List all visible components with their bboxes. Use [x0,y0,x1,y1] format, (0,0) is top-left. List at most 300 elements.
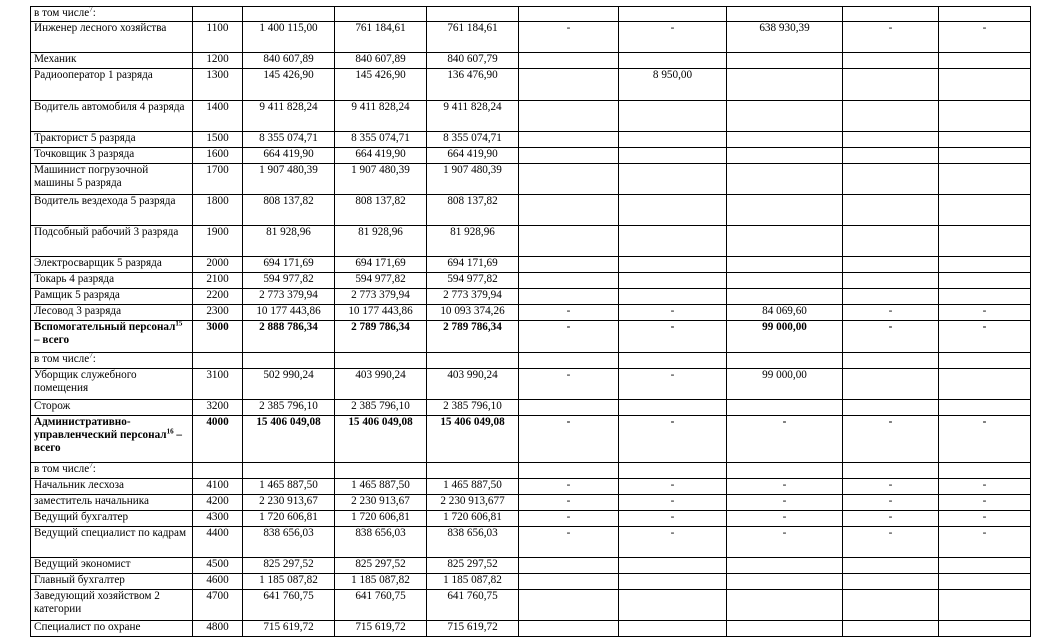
row-label [31,132,193,148]
value-cell [843,369,939,400]
value-cell [727,590,843,621]
row-label-suffix: – всего [34,429,182,454]
value-cell [519,195,619,226]
value-cell [619,463,727,479]
row-code: 1800 [193,195,243,226]
value-cell [519,273,619,289]
row-label [31,195,193,226]
value-cell: 715 619,72 [427,621,519,637]
value-cell [939,148,1031,164]
value-cell [939,69,1031,101]
value-cell [519,558,619,574]
value-cell [843,273,939,289]
row-code: 4700 [193,590,243,621]
value-cell: 15 406 049,08 [335,416,427,463]
value-cell [939,590,1031,621]
row-label-text: Водитель вездехода 5 разряда [34,195,176,207]
value-cell: - [519,479,619,495]
row-label [31,321,193,353]
value-cell: 641 760,75 [335,590,427,621]
value-cell: - [619,22,727,53]
value-cell: - [939,321,1031,353]
value-cell: 594 977,82 [243,273,335,289]
table-row [31,574,1031,590]
row-label-text: Специалист по охране [34,621,141,633]
row-label-text: Лесовод 3 разряда [34,305,122,317]
table-row [31,7,1031,22]
table-row [31,305,1031,321]
value-cell: 99 000,00 [727,369,843,400]
value-cell [939,558,1031,574]
value-cell [519,53,619,69]
row-code [193,353,243,369]
table-row [31,289,1031,305]
value-cell: 1 465 887,50 [427,479,519,495]
value-cell [519,400,619,416]
table-row [31,590,1031,621]
value-cell: 10 093 374,26 [427,305,519,321]
row-code: 1900 [193,226,243,257]
value-cell: 1 907 480,39 [335,164,427,195]
value-cell: - [939,511,1031,527]
value-cell: 2 773 379,94 [243,289,335,305]
value-cell [843,101,939,132]
row-code: 4200 [193,495,243,511]
table-row [31,621,1031,637]
value-cell [939,273,1031,289]
value-cell: - [939,527,1031,558]
row-label-text: Машинист погрузочной машины 5 разряда [34,164,149,189]
value-cell [843,69,939,101]
value-cell [619,101,727,132]
row-code: 1100 [193,22,243,53]
value-cell: 10 177 443,86 [335,305,427,321]
value-cell [843,621,939,637]
row-label-text: Инженер лесного хозяйства [34,22,167,34]
table-row [31,53,1031,69]
footnote-ref: 7 [89,462,93,470]
row-label [31,148,193,164]
value-cell: - [519,416,619,463]
row-code: 3000 [193,321,243,353]
value-cell [727,273,843,289]
row-label [31,69,193,101]
value-cell [519,590,619,621]
value-cell [619,273,727,289]
row-label-text: Административно-управленческий персонал [34,416,167,441]
row-label-text: Сторож [34,400,71,412]
row-label [31,164,193,195]
value-cell [727,195,843,226]
value-cell [519,148,619,164]
value-cell: 825 297,52 [243,558,335,574]
value-cell [519,69,619,101]
row-label [31,226,193,257]
value-cell [939,400,1031,416]
value-cell: - [843,527,939,558]
value-cell [843,257,939,273]
row-label-suffix: : [92,353,96,365]
value-cell [619,132,727,148]
value-cell: - [939,479,1031,495]
value-cell: 715 619,72 [243,621,335,637]
value-cell [619,574,727,590]
value-cell: - [619,321,727,353]
row-label [31,479,193,495]
value-cell [727,463,843,479]
value-cell [727,353,843,369]
row-label-text: Подсобный рабочий 3 разряда [34,226,179,238]
row-label [31,621,193,637]
row-label-text: Ведущий экономист [34,558,131,570]
value-cell: - [843,22,939,53]
value-cell: - [619,305,727,321]
value-cell [243,353,335,369]
table-row [31,511,1031,527]
value-cell [939,369,1031,400]
value-cell: - [939,22,1031,53]
value-cell: 761 184,61 [427,22,519,53]
footnote-ref: 7 [89,6,93,14]
row-label-text: Уборщик служебного помещения [34,369,137,394]
value-cell: 838 656,03 [335,527,427,558]
row-code: 4500 [193,558,243,574]
value-cell: 8 950,00 [619,69,727,101]
table-row [31,495,1031,511]
table-row [31,22,1031,53]
value-cell [519,132,619,148]
value-cell: 2 385 796,10 [335,400,427,416]
row-label-text: в том числе [34,353,90,365]
value-cell: - [843,416,939,463]
row-code: 1400 [193,101,243,132]
value-cell: 694 171,69 [427,257,519,273]
value-cell [519,353,619,369]
row-label [31,416,193,463]
value-cell [619,226,727,257]
value-cell [619,558,727,574]
value-cell: - [939,495,1031,511]
row-code: 1700 [193,164,243,195]
value-cell [843,590,939,621]
value-cell [939,463,1031,479]
value-cell [843,558,939,574]
value-cell: 145 426,90 [243,69,335,101]
value-cell [427,353,519,369]
value-cell: 825 297,52 [335,558,427,574]
value-cell: - [843,479,939,495]
value-cell: - [727,416,843,463]
value-cell: 641 760,75 [427,590,519,621]
row-label-text: Тракторист 5 разряда [34,132,136,144]
value-cell [619,289,727,305]
value-cell [939,621,1031,637]
value-cell [243,7,335,22]
value-cell [427,7,519,22]
value-cell [619,590,727,621]
value-cell [619,164,727,195]
value-cell: - [519,22,619,53]
value-cell: 2 789 786,34 [335,321,427,353]
value-cell [727,574,843,590]
row-label [31,7,193,22]
value-cell [519,574,619,590]
value-cell [619,257,727,273]
value-cell: 715 619,72 [335,621,427,637]
row-label [31,495,193,511]
value-cell: - [843,495,939,511]
value-cell: 15 406 049,08 [243,416,335,463]
value-cell [843,53,939,69]
value-cell: 1 720 606,81 [243,511,335,527]
value-cell: 2 385 796,10 [427,400,519,416]
value-cell: - [727,511,843,527]
row-label [31,53,193,69]
table-row [31,558,1031,574]
value-cell: 10 177 443,86 [243,305,335,321]
value-cell [727,226,843,257]
table-row [31,400,1031,416]
value-cell [727,164,843,195]
row-code: 1600 [193,148,243,164]
value-cell: 1 185 087,82 [335,574,427,590]
row-label-text: Ведущий бухгалтер [34,511,129,523]
table-row [31,321,1031,353]
value-cell: 9 411 828,24 [243,101,335,132]
value-cell: 1 185 087,82 [243,574,335,590]
value-cell [843,353,939,369]
value-cell [727,148,843,164]
table-row [31,463,1031,479]
table-row [31,527,1031,558]
value-cell: - [619,495,727,511]
value-cell: 2 773 379,94 [335,289,427,305]
row-label [31,590,193,621]
row-label-text: Механик [34,53,77,65]
value-cell: - [727,495,843,511]
value-cell [843,226,939,257]
value-cell: - [619,369,727,400]
value-cell: 641 760,75 [243,590,335,621]
value-cell: 694 171,69 [335,257,427,273]
row-label [31,305,193,321]
value-cell: 840 607,89 [335,53,427,69]
value-cell: - [619,416,727,463]
value-cell [939,195,1031,226]
value-cell [939,101,1031,132]
row-code: 2300 [193,305,243,321]
value-cell [427,463,519,479]
table-row [31,148,1031,164]
value-cell: 840 607,89 [243,53,335,69]
value-cell [939,164,1031,195]
row-code: 3100 [193,369,243,400]
value-cell: - [519,305,619,321]
table-row [31,353,1031,369]
table-row [31,132,1031,148]
value-cell [727,53,843,69]
value-cell: 808 137,82 [427,195,519,226]
table-row [31,479,1031,495]
row-label [31,101,193,132]
value-cell: - [843,321,939,353]
value-cell: - [519,369,619,400]
value-cell [727,7,843,22]
value-cell: 502 990,24 [243,369,335,400]
row-label-text: Рамщик 5 разряда [34,289,120,301]
value-cell: 2 230 913,67 [335,495,427,511]
value-cell: 2 888 786,34 [243,321,335,353]
value-cell [843,164,939,195]
footnote-ref: 15 [175,320,183,328]
value-cell: 8 355 074,71 [335,132,427,148]
table-row [31,369,1031,400]
table-row [31,257,1031,273]
value-cell [727,558,843,574]
value-cell [519,289,619,305]
value-cell [843,574,939,590]
row-label-text: Точковщик 3 разряда [34,148,135,160]
value-cell: - [939,305,1031,321]
value-cell [843,7,939,22]
row-label-text: Начальник лесхоза [34,479,124,491]
row-label [31,400,193,416]
row-label-text: заместитель начальника [34,495,149,507]
value-cell [727,132,843,148]
value-cell [727,69,843,101]
table-row [31,164,1031,195]
row-label [31,289,193,305]
row-code [193,463,243,479]
value-cell [727,101,843,132]
row-label-suffix: – всего [34,334,70,346]
value-cell: 825 297,52 [427,558,519,574]
value-cell: - [843,511,939,527]
value-cell [939,226,1031,257]
row-label-suffix: : [92,7,96,19]
row-label [31,22,193,53]
value-cell [843,289,939,305]
row-code: 4400 [193,527,243,558]
value-cell: 2 773 379,94 [427,289,519,305]
value-cell: 99 000,00 [727,321,843,353]
table-row [31,195,1031,226]
row-code: 3200 [193,400,243,416]
value-cell: 403 990,24 [427,369,519,400]
value-cell: 761 184,61 [335,22,427,53]
table-row [31,101,1031,132]
value-cell [243,463,335,479]
value-cell [939,353,1031,369]
value-cell: - [519,495,619,511]
row-code: 4000 [193,416,243,463]
value-cell: 9 411 828,24 [427,101,519,132]
value-cell: 1 465 887,50 [335,479,427,495]
value-cell: 694 171,69 [243,257,335,273]
row-label-text: в том числе [34,463,90,475]
row-code: 2000 [193,257,243,273]
value-cell: 2 230 913,67 [243,495,335,511]
row-label-text: Заведующий хозяйством 2 категории [34,590,160,615]
value-cell [619,353,727,369]
row-label [31,558,193,574]
value-cell: 838 656,03 [427,527,519,558]
value-cell: 1 907 480,39 [427,164,519,195]
value-cell [519,164,619,195]
value-cell: 664 419,90 [243,148,335,164]
value-cell: 2 230 913,677 [427,495,519,511]
value-cell: 808 137,82 [243,195,335,226]
value-cell: 8 355 074,71 [243,132,335,148]
value-cell [939,132,1031,148]
value-cell [335,7,427,22]
value-cell: 15 406 049,08 [427,416,519,463]
value-cell [727,257,843,273]
value-cell [939,53,1031,69]
value-cell [939,7,1031,22]
value-cell: 136 476,90 [427,69,519,101]
value-cell: 1 400 115,00 [243,22,335,53]
table-row [31,69,1031,101]
value-cell: 1 185 087,82 [427,574,519,590]
table-row [31,416,1031,463]
row-code: 1200 [193,53,243,69]
value-cell: 664 419,90 [427,148,519,164]
value-cell: 81 928,96 [427,226,519,257]
value-cell [519,257,619,273]
value-cell [843,148,939,164]
value-cell: 1 465 887,50 [243,479,335,495]
value-cell: 9 411 828,24 [335,101,427,132]
row-label [31,273,193,289]
row-label-suffix: : [92,463,96,475]
value-cell [519,101,619,132]
value-cell [335,353,427,369]
row-code [193,7,243,22]
row-label [31,353,193,369]
staff-cost-table [30,6,1031,637]
value-cell [939,574,1031,590]
row-code: 4600 [193,574,243,590]
row-label [31,527,193,558]
row-label-text: Главный бухгалтер [34,574,125,586]
value-cell: 840 607,79 [427,53,519,69]
value-cell [519,226,619,257]
value-cell: 638 930,39 [727,22,843,53]
value-cell [519,463,619,479]
footnote-ref: 16 [166,427,174,436]
value-cell: 8 355 074,71 [427,132,519,148]
value-cell [335,463,427,479]
value-cell [619,148,727,164]
value-cell: 1 907 480,39 [243,164,335,195]
value-cell [939,289,1031,305]
value-cell: 2 789 786,34 [427,321,519,353]
value-cell [843,132,939,148]
row-label [31,574,193,590]
value-cell: 403 990,24 [335,369,427,400]
value-cell [727,621,843,637]
value-cell: 664 419,90 [335,148,427,164]
row-code: 2100 [193,273,243,289]
value-cell: - [843,305,939,321]
row-label-text: Водитель автомобиля 4 разряда [34,101,185,113]
value-cell: 808 137,82 [335,195,427,226]
value-cell [619,621,727,637]
row-label [31,511,193,527]
footnote-ref: 7 [89,352,93,360]
value-cell: 81 928,96 [335,226,427,257]
